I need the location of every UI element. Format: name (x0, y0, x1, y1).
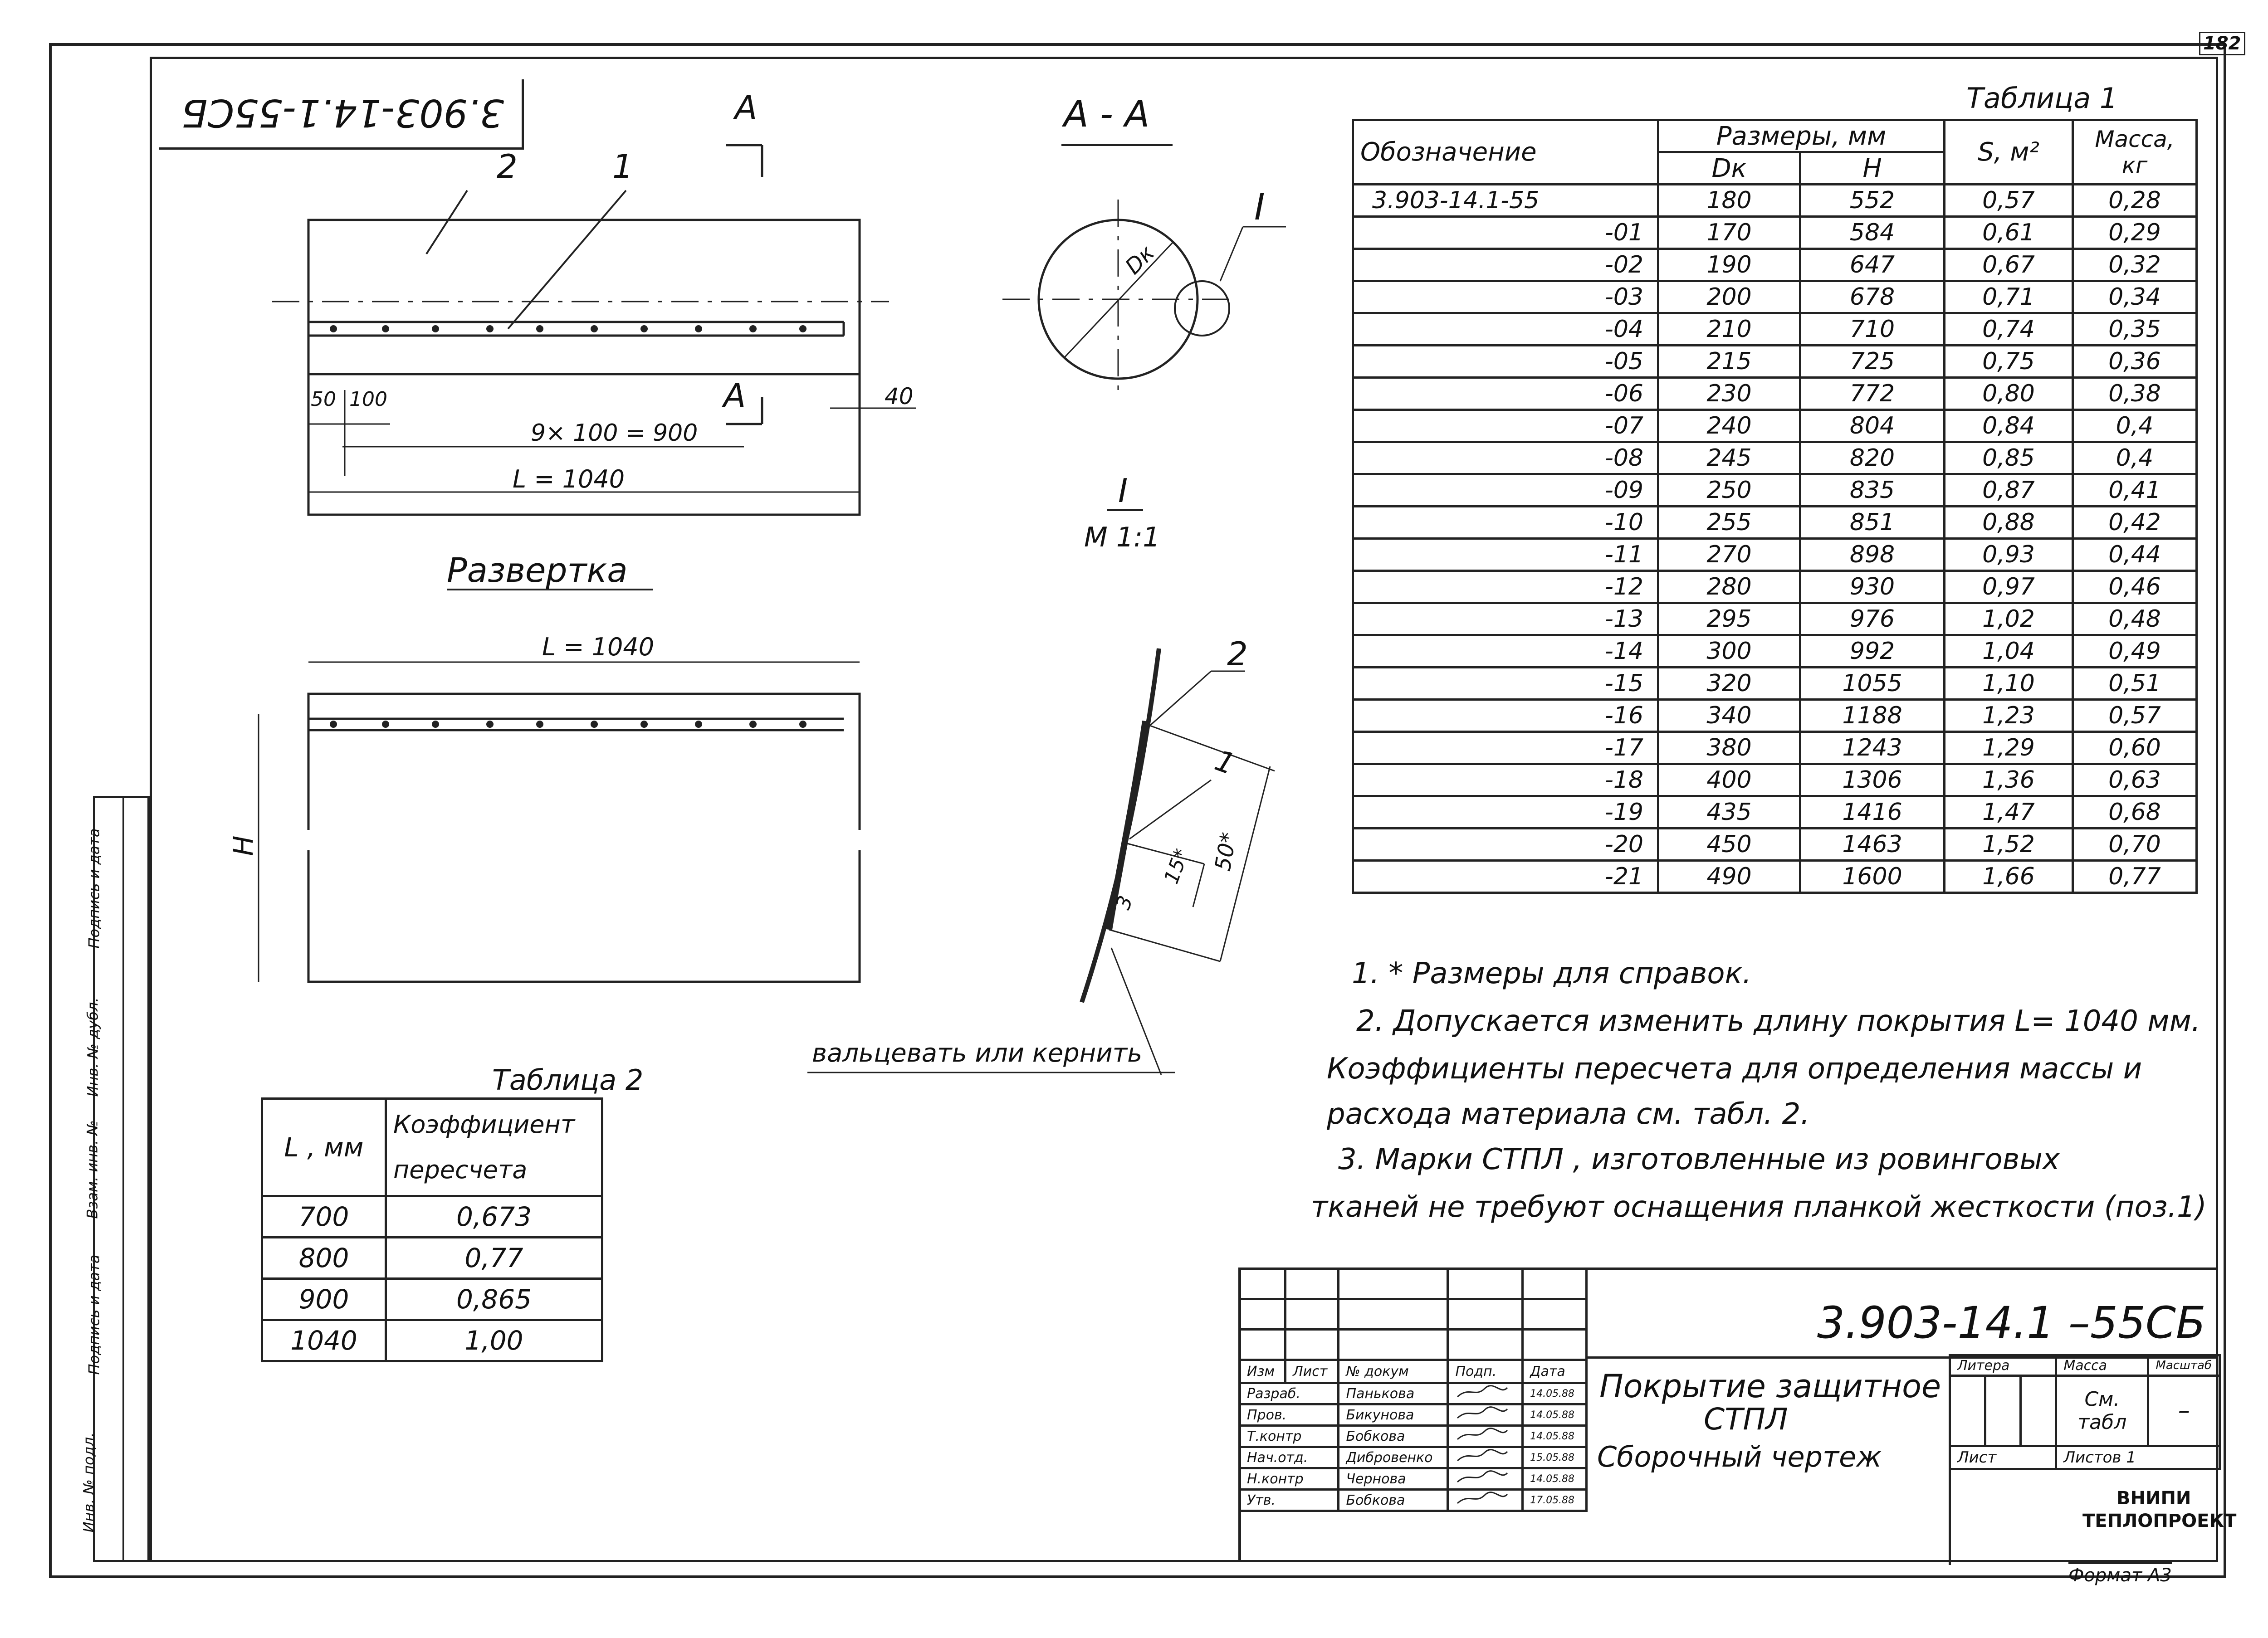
table1-cell-dk: 490 (1658, 861, 1800, 893)
role-label: Нач.отд. (1240, 1447, 1339, 1468)
role-date: 17.05.88 (1523, 1490, 1587, 1511)
table1-cell-des: 3.903-14.1-55 (1353, 185, 1658, 217)
table1-cell-dk: 210 (1658, 313, 1800, 346)
title-block-role-row (1240, 1468, 1587, 1490)
table1-cell-h: 1055 (1800, 668, 1945, 700)
title-block-col-header: Подп. (1448, 1360, 1523, 1383)
table1-cell-des: -15 (1353, 668, 1658, 700)
table1-cell-des: -20 (1353, 829, 1658, 861)
table2-cell-k: 0,865 (386, 1279, 602, 1320)
table1-row (1353, 861, 2197, 893)
table1-cell-m: 0,46 (2073, 571, 2197, 603)
side-stamp-field: Подпись и дата (85, 828, 103, 949)
table1-cell-h: 930 (1800, 571, 1945, 603)
table1-row (1353, 217, 2197, 249)
detail-callout-2: 2 (1227, 635, 1248, 673)
callout-2: 2 (497, 147, 518, 185)
table1-cell-m: 0,4 (2073, 410, 2197, 442)
table1-cell-dk: 200 (1658, 281, 1800, 313)
note-line: расхода материала см. табл. 2. (1327, 1097, 1810, 1131)
table2-caption: Таблица 2 (492, 1063, 644, 1097)
table1-cell-m: 0,77 (2073, 861, 2197, 893)
table1-cell-dk: 255 (1658, 507, 1800, 539)
title-block-col-header: № докум (1339, 1360, 1448, 1383)
role-label: Т.контр (1240, 1426, 1339, 1447)
table1-cell-dk: 180 (1658, 185, 1800, 217)
table1-cell-dk: 245 (1658, 442, 1800, 474)
table1-cell-des: -16 (1353, 700, 1658, 732)
table1-row (1353, 635, 2197, 668)
table1-cell-h: 1416 (1800, 796, 1945, 829)
table1-row (1353, 764, 2197, 796)
table1-cell-h: 835 (1800, 474, 1945, 507)
table1-cell-s: 1,36 (1945, 764, 2073, 796)
table1-cell-dk: 240 (1658, 410, 1800, 442)
role-person: Бобкова (1339, 1490, 1448, 1511)
title-block-role-row (1240, 1447, 1587, 1468)
side-stamp-field: Взам. инв. № (83, 1120, 101, 1219)
table1-header-designation: Обозначение (1353, 120, 1658, 185)
table2-row (262, 1320, 602, 1361)
table1-cell-h: 992 (1800, 635, 1945, 668)
side-stamp-field: Инв. № подл. (80, 1432, 98, 1533)
table1-cell-s: 0,80 (1945, 378, 2073, 410)
table1-cell-h: 1306 (1800, 764, 1945, 796)
table1-cell-s: 1,52 (1945, 829, 2073, 861)
role-date: 14.05.88 (1523, 1468, 1587, 1490)
table1-cell-des: -08 (1353, 442, 1658, 474)
table1-cell-s: 1,23 (1945, 700, 2073, 732)
title-block-role-row (1240, 1426, 1587, 1447)
table1-cell-m: 0,48 (2073, 603, 2197, 635)
table1-cell-m: 0,38 (2073, 378, 2197, 410)
dim-length: L = 1040 (513, 465, 625, 493)
table1-cell-h: 820 (1800, 442, 1945, 474)
table1-cell-des: -04 (1353, 313, 1658, 346)
table1-cell-des: -18 (1353, 764, 1658, 796)
table1-cell-des: -06 (1353, 378, 1658, 410)
role-person: Панькова (1339, 1383, 1448, 1404)
signature (1448, 1426, 1523, 1447)
table1-cell-h: 1188 (1800, 700, 1945, 732)
table2-row (262, 1238, 602, 1279)
table1-row (1353, 281, 2197, 313)
table1-cell-des: -12 (1353, 571, 1658, 603)
table1-cell-dk: 340 (1658, 700, 1800, 732)
detail-scale: М 1:1 (1084, 522, 1160, 553)
mass-value: См. табл (2056, 1376, 2148, 1446)
role-person: Чернова (1339, 1468, 1448, 1490)
table1-cell-h: 898 (1800, 539, 1945, 571)
side-stamp-field: Подпись и дата (85, 1254, 103, 1375)
section-title: А - А (1064, 93, 1150, 135)
detail-note: вальцевать или кернить (812, 1038, 1143, 1068)
signature (1448, 1468, 1523, 1490)
dim-height: Н (228, 835, 260, 856)
table1-cell-s: 1,02 (1945, 603, 2073, 635)
table1-row (1353, 571, 2197, 603)
signature (1448, 1447, 1523, 1468)
table2-header-k: Коэффициент пересчета (386, 1099, 602, 1196)
table2-cell-k: 1,00 (386, 1320, 602, 1361)
table1-cell-s: 0,93 (1945, 539, 2073, 571)
title-block-code: 3.903-14.1 –55СБ (1817, 1297, 2206, 1348)
table1-cell-h: 851 (1800, 507, 1945, 539)
role-person: Бикунова (1339, 1404, 1448, 1426)
side-stamp-field: Инв. № дубл. (84, 997, 102, 1097)
table1-cell-m: 0,63 (2073, 764, 2197, 796)
table1-cell-m: 0,51 (2073, 668, 2197, 700)
masshtab-header: Масштаб (2148, 1355, 2220, 1376)
table1-cell-m: 0,36 (2073, 346, 2197, 378)
signature (1448, 1383, 1523, 1404)
table1-cell-h: 552 (1800, 185, 1945, 217)
table1-cell-dk: 280 (1658, 571, 1800, 603)
title-block-col-header: Дата (1523, 1360, 1587, 1383)
detail-mark-below: I (1118, 472, 1128, 510)
table1-cell-s: 0,75 (1945, 346, 2073, 378)
signature (1448, 1404, 1523, 1426)
table1-cell-des: -19 (1353, 796, 1658, 829)
table2-cell-k: 0,77 (386, 1238, 602, 1279)
table1-cell-s: 1,66 (1945, 861, 2073, 893)
table1-cell-dk: 400 (1658, 764, 1800, 796)
table1-cell-m: 0,29 (2073, 217, 2197, 249)
table1-cell-m: 0,49 (2073, 635, 2197, 668)
table1-cell-dk: 300 (1658, 635, 1800, 668)
table1-cell-h: 1463 (1800, 829, 1945, 861)
note-line: 2. Допускается изменить длину покрытия L= 1040 мм. (1356, 1004, 2201, 1038)
table2-row (262, 1196, 602, 1238)
table1-cell-des: -11 (1353, 539, 1658, 571)
table1-cell-s: 1,47 (1945, 796, 2073, 829)
table1-cell-s: 0,85 (1945, 442, 2073, 474)
dim-50: 50 (311, 388, 336, 411)
sheet-format: Формат А3 (2068, 1562, 2172, 1586)
table1 (1352, 119, 2198, 894)
table1-cell-dk: 190 (1658, 249, 1800, 281)
table1-row (1353, 474, 2197, 507)
table1-cell-m: 0,41 (2073, 474, 2197, 507)
title-block-role-row (1240, 1404, 1587, 1426)
table1-cell-dk: 450 (1658, 829, 1800, 861)
table1-row (1353, 346, 2197, 378)
detail-dim-3: 3 (1111, 892, 1138, 913)
table1-cell-m: 0,28 (2073, 185, 2197, 217)
table1-cell-m: 0,32 (2073, 249, 2197, 281)
signature (1448, 1490, 1523, 1511)
note-line: тканей не требуют оснащения планкой жесткости (поз.1) (1311, 1190, 2207, 1224)
title-block-role-row (1240, 1383, 1587, 1404)
table1-cell-des: -01 (1353, 217, 1658, 249)
table1-row (1353, 313, 2197, 346)
table1-cell-m: 0,60 (2073, 732, 2197, 764)
role-date: 14.05.88 (1523, 1426, 1587, 1447)
table2 (261, 1097, 603, 1362)
table1-cell-h: 647 (1800, 249, 1945, 281)
drawing-code-rotated: 3.903-14.1-55СБ (181, 91, 504, 135)
table1-cell-s: 0,71 (1945, 281, 2073, 313)
table2-cell-l: 900 (262, 1279, 386, 1320)
table1-cell-dk: 215 (1658, 346, 1800, 378)
table1-header-s: S, м² (1945, 120, 2073, 185)
table1-row (1353, 539, 2197, 571)
table1-cell-s: 0,84 (1945, 410, 2073, 442)
table2-cell-l: 800 (262, 1238, 386, 1279)
table1-cell-s: 1,04 (1945, 635, 2073, 668)
table1-row (1353, 796, 2197, 829)
table2-cell-l: 700 (262, 1196, 386, 1238)
detail-dim-50: 50* (1210, 830, 1242, 873)
role-label: Утв. (1240, 1490, 1339, 1511)
product-name-2: СТПЛ (1704, 1402, 1788, 1437)
scale-value: – (2148, 1376, 2220, 1446)
litera-header: Литера (1950, 1355, 2056, 1376)
role-person: Бобкова (1339, 1426, 1448, 1447)
org-name-2: ТЕПЛОПРОЕКТ (2082, 1511, 2237, 1531)
table1-cell-m: 0,70 (2073, 829, 2197, 861)
table1-cell-des: -02 (1353, 249, 1658, 281)
table1-cell-h: 804 (1800, 410, 1945, 442)
table1-cell-h: 1600 (1800, 861, 1945, 893)
table1-row (1353, 378, 2197, 410)
table1-cell-s: 0,67 (1945, 249, 2073, 281)
table1-cell-h: 678 (1800, 281, 1945, 313)
table1-cell-s: 0,61 (1945, 217, 2073, 249)
table1-row (1353, 442, 2197, 474)
table1-cell-s: 0,57 (1945, 185, 2073, 217)
detail-callout-1: 1 (1210, 744, 1240, 782)
role-date: 15.05.88 (1523, 1447, 1587, 1468)
table1-cell-des: -14 (1353, 635, 1658, 668)
table1-header-mass: Масса, кг (2073, 120, 2197, 185)
table1-cell-h: 976 (1800, 603, 1945, 635)
org-name-1: ВНИПИ (2116, 1488, 2191, 1509)
table1-cell-h: 584 (1800, 217, 1945, 249)
section-mark-bottom: А (723, 376, 746, 414)
table1-cell-s: 0,88 (1945, 507, 2073, 539)
table1-cell-dk: 435 (1658, 796, 1800, 829)
title-block-col-header: Изм (1240, 1360, 1286, 1383)
role-label: Н.контр (1240, 1468, 1339, 1490)
table1-cell-m: 0,35 (2073, 313, 2197, 346)
table1-cell-m: 0,57 (2073, 700, 2197, 732)
massa-header: Масса (2056, 1355, 2148, 1376)
callout-1: 1 (612, 147, 633, 185)
table2-row (262, 1279, 602, 1320)
table1-row (1353, 410, 2197, 442)
note-line: 3. Марки СТПЛ , изготовленные из ровинговых (1338, 1143, 2060, 1176)
table1-cell-h: 710 (1800, 313, 1945, 346)
table1-cell-m: 0,34 (2073, 281, 2197, 313)
table1-cell-des: -21 (1353, 861, 1658, 893)
table1-row (1353, 185, 2197, 217)
table1-header-dk: Dк (1658, 152, 1800, 185)
dim-length-development: L = 1040 (542, 633, 655, 661)
title-block-role-row (1240, 1490, 1587, 1511)
table1-cell-m: 0,44 (2073, 539, 2197, 571)
table1-row (1353, 507, 2197, 539)
title-block-col-header: Лист (1286, 1360, 1339, 1383)
table1-cell-dk: 295 (1658, 603, 1800, 635)
table1-cell-dk: 170 (1658, 217, 1800, 249)
detail-dim-15: 15* (1159, 846, 1194, 887)
section-mark-top: А (735, 88, 758, 127)
table1-cell-m: 0,4 (2073, 442, 2197, 474)
listov-label: Листов 1 (2056, 1446, 2220, 1469)
title-block (1238, 1268, 2237, 1562)
role-label: Пров. (1240, 1404, 1339, 1426)
table1-cell-s: 1,10 (1945, 668, 2073, 700)
table2-header-l: L , мм (262, 1099, 386, 1196)
table1-cell-h: 1243 (1800, 732, 1945, 764)
dim-dk: Dк (1120, 240, 1160, 280)
table1-cell-s: 0,87 (1945, 474, 2073, 507)
table1-cell-des: -09 (1353, 474, 1658, 507)
table1-cell-dk: 320 (1658, 668, 1800, 700)
table1-header-h: Н (1800, 152, 1945, 185)
table1-cell-h: 772 (1800, 378, 1945, 410)
table1-cell-m: 0,68 (2073, 796, 2197, 829)
table1-row (1353, 668, 2197, 700)
table1-cell-des: -05 (1353, 346, 1658, 378)
role-date: 14.05.88 (1523, 1404, 1587, 1426)
dim-40: 40 (885, 383, 914, 410)
table1-cell-dk: 250 (1658, 474, 1800, 507)
role-label: Разраб. (1240, 1383, 1339, 1404)
table1-cell-m: 0,42 (2073, 507, 2197, 539)
table1-cell-dk: 270 (1658, 539, 1800, 571)
table1-cell-des: -13 (1353, 603, 1658, 635)
table1-header-sizes: Размеры, мм (1658, 120, 1945, 152)
development-title: Развертка (447, 551, 628, 590)
role-person: Дибровенко (1339, 1447, 1448, 1468)
detail-mark: I (1254, 186, 1265, 228)
table1-cell-des: -17 (1353, 732, 1658, 764)
table2-cell-l: 1040 (262, 1320, 386, 1361)
note-line: Коэффициенты пересчета для определения массы и (1327, 1052, 2142, 1086)
table1-row (1353, 829, 2197, 861)
product-name-3: Сборочный чертеж (1597, 1440, 1882, 1473)
table1-cell-s: 0,97 (1945, 571, 2073, 603)
list-label: Лист (1950, 1446, 2056, 1469)
table1-cell-h: 725 (1800, 346, 1945, 378)
table1-cell-s: 1,29 (1945, 732, 2073, 764)
table1-row (1353, 249, 2197, 281)
dim-100: 100 (349, 388, 387, 411)
role-date: 14.05.88 (1523, 1383, 1587, 1404)
table1-cell-dk: 230 (1658, 378, 1800, 410)
table1-row (1353, 732, 2197, 764)
table1-cell-des: -03 (1353, 281, 1658, 313)
note-line: 1. * Размеры для справок. (1352, 957, 1752, 990)
table1-cell-des: -10 (1353, 507, 1658, 539)
product-name-1: Покрытие защитное (1599, 1368, 1941, 1405)
page-number: 182 (2199, 32, 2245, 55)
table1-cell-des: -07 (1353, 410, 1658, 442)
table1-caption: Таблица 1 (1966, 82, 2118, 115)
table1-row (1353, 700, 2197, 732)
table1-row (1353, 603, 2197, 635)
table2-cell-k: 0,673 (386, 1196, 602, 1238)
table1-cell-dk: 380 (1658, 732, 1800, 764)
dim-pitch: 9× 100 = 900 (531, 419, 698, 447)
table1-cell-s: 0,74 (1945, 313, 2073, 346)
